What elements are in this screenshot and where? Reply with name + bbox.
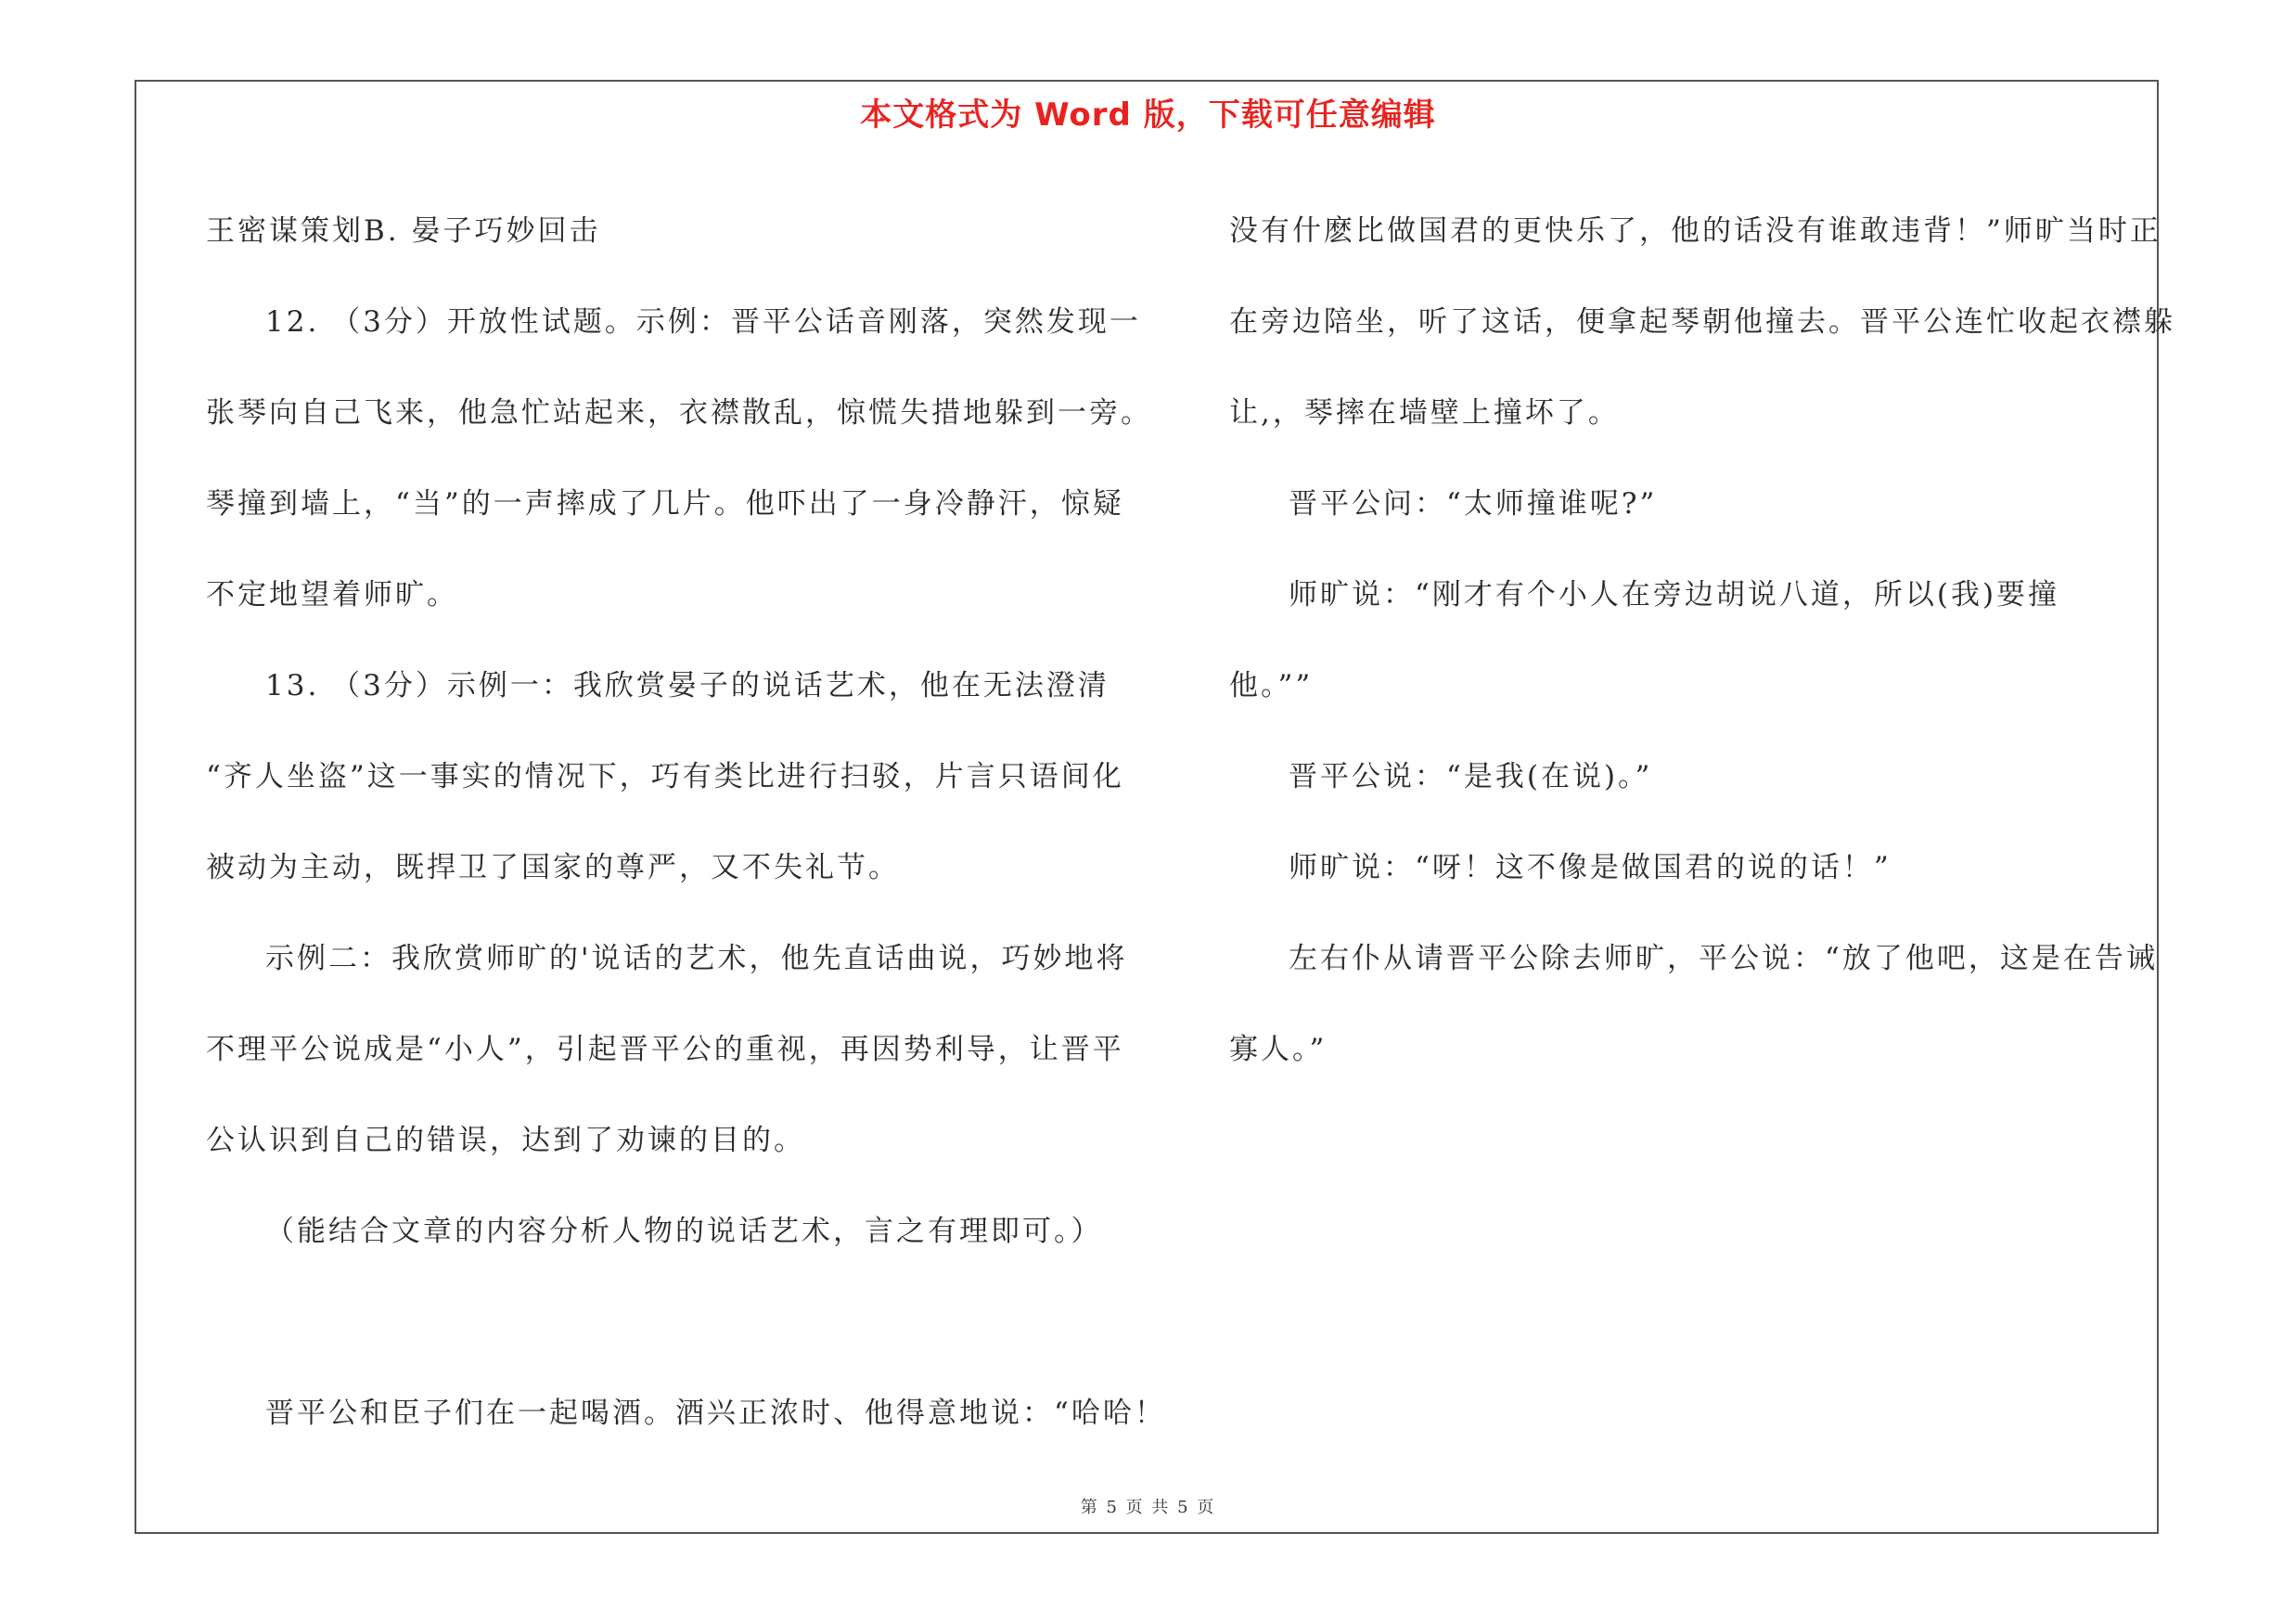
text-line: （能结合文章的内容分析人物的说话艺术，言之有理即可。） [265, 1215, 1103, 1248]
text-line: 被动为主动，既捍卫了国家的尊严，又不失礼节。 [206, 851, 900, 884]
page-number: 第 5 页 共 5 页 [1080, 1498, 1216, 1517]
text-line: 不定地望着师旷。 [206, 578, 458, 612]
text-line: 公认识到自己的错误，达到了劝谏的目的。 [206, 1124, 805, 1157]
text-line: 张琴向自己飞来，他急忙站起来，衣襟散乱，惊慌失措地躲到一旁。 [206, 396, 1152, 430]
text-line: 让,，琴摔在墙壁上撞坏了。 [1229, 396, 1620, 430]
text-line: 琴撞到墙上，“当”的一声摔成了几片。他吓出了一身冷静汗，惊疑 [206, 487, 1124, 521]
text-line: 不理平公说成是“小人”，引起晋平公的重视，再因势利导，让晋平 [206, 1033, 1124, 1066]
text-line: 寡人。” [1229, 1033, 1328, 1066]
text-line: 没有什麽比做国君的更快乐了，他的话没有谁敢违背！”师旷当时正 [1229, 214, 2161, 248]
text-line: 12. （3分）开放性试题。示例：晋平公话音刚落，突然发现一 [265, 305, 1141, 339]
text-line: 晋平公和臣子们在一起喝酒。酒兴正浓时、他得意地说：“哈哈！ [265, 1397, 1166, 1430]
text-line: 他。”” [1229, 669, 1314, 702]
header-banner: 本文格式为 Word 版，下载可任意编辑 [860, 97, 1436, 134]
left-column [206, 186, 1166, 1459]
text-line: “齐人坐盗”这一事实的情况下，巧有类比进行扫驳，片言只语间化 [206, 760, 1124, 793]
text-line: 王密谋策划B. 晏子巧妙回击 [206, 214, 601, 248]
text-line: 晋平公说：“是我(在说)。” [1289, 760, 1653, 793]
text-line: 示例二：我欣赏师旷的'说话的艺术，他先直话曲说，巧妙地将 [265, 942, 1128, 975]
text-line: 13. （3分）示例一：我欣赏晏子的说话艺术，他在无法澄清 [265, 669, 1110, 702]
text-line: 在旁边陪坐，听了这话，便拿起琴朝他撞去。晋平公连忙收起衣襟躲 [1229, 305, 2175, 339]
text-line: 师旷说：“呀！这不像是做国君的说的话！” [1289, 851, 1892, 884]
right-column [1229, 186, 2175, 1095]
text-line: 左右仆从请晋平公除去师旷，平公说：“放了他吧，这是在告诫 [1289, 942, 2158, 975]
text-line: 晋平公问：“太师撞谁呢?” [1289, 487, 1658, 521]
text-line: 师旷说：“刚才有个小人在旁边胡说八道，所以(我)要撞 [1289, 578, 2060, 612]
paragraph-spacer [206, 1277, 1138, 1368]
